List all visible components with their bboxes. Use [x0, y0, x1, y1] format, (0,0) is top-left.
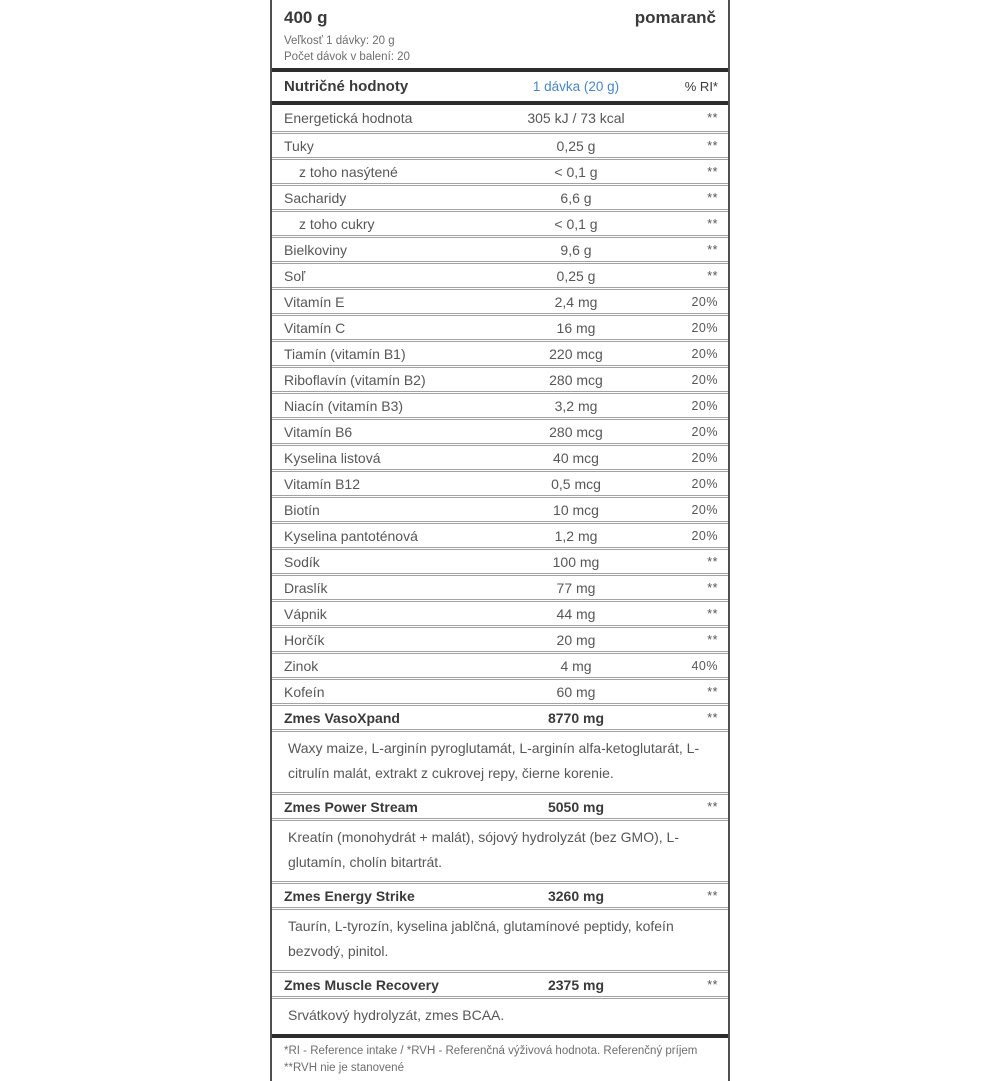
nutrient-name: Vitamín C [284, 319, 346, 336]
nutrition-row [272, 703, 728, 729]
nutrient-amount: < 0,1 g [554, 215, 598, 232]
nutrient-name: Riboflavín (vitamín B2) [284, 371, 426, 388]
nutrient-ri-percent: ** [707, 606, 718, 621]
nutrient-ri-percent: 20% [691, 502, 718, 517]
nutrient-amount: 10 mcg [553, 501, 599, 518]
nutrient-amount: 5050 mg [547, 798, 605, 815]
nutrient-amount: 305 kJ / 73 kcal [527, 110, 625, 126]
ingredient-description-row: Kreatín (monohydrát + malát), sójový hydrolyzát (bez GMO), L-glutamín, cholín bitartrát. [272, 818, 728, 881]
nutrient-ri-percent: ** [707, 138, 718, 153]
nutrition-row [272, 287, 728, 313]
nutrient-ri-percent: 20% [691, 372, 718, 387]
nutrition-row [272, 625, 728, 651]
nutrition-row [272, 677, 728, 703]
nutrient-name: z toho cukry [299, 215, 375, 232]
nutrient-name: Zinok [284, 657, 319, 674]
nutrient-name: Draslík [284, 579, 328, 596]
nutrient-name: Bielkoviny [284, 241, 348, 258]
nutrient-ri-percent: 20% [691, 320, 718, 335]
nutrient-ri-percent: 20% [691, 450, 718, 465]
nutrient-ri-percent: ** [707, 242, 718, 257]
nutrient-amount: 6,6 g [560, 189, 592, 206]
nutrition-row [272, 970, 728, 996]
nutrient-name: Tiamín (vitamín B1) [284, 345, 406, 362]
nutrient-name: Zmes Energy Strike [284, 887, 415, 904]
nutrient-ri-percent: ** [707, 554, 718, 569]
nutrition-row [272, 339, 728, 365]
nutrient-amount: 60 mg [556, 683, 596, 700]
nutrient-ri-percent: ** [707, 216, 718, 231]
nutrient-amount: 8770 mg [547, 709, 605, 726]
nutrition-row [272, 495, 728, 521]
nutrition-row [272, 105, 728, 131]
nutrition-row [272, 547, 728, 573]
nutrition-row [272, 235, 728, 261]
nutrition-row [272, 313, 728, 339]
nutrition-row [272, 157, 728, 183]
nutrition-row [272, 881, 728, 907]
nutrient-amount: 0,25 g [556, 267, 596, 284]
nutrient-amount: < 0,1 g [554, 163, 598, 180]
nutrition-row [272, 261, 728, 287]
nutrition-row [272, 469, 728, 495]
nutrient-amount: 1,2 mg [554, 527, 598, 544]
nutrient-ri-percent: ** [707, 710, 718, 725]
servings-per-package-text: Počet dávok v balení: 20 [284, 51, 410, 63]
nutrition-row [272, 209, 728, 235]
nutrient-name: Tuky [284, 137, 314, 154]
nutrient-ri-percent: ** [707, 580, 718, 595]
nutrient-ri-percent: ** [707, 799, 718, 814]
nutrient-name: Niacín (vitamín B3) [284, 397, 404, 414]
column-header-nutrients: Nutričné hodnoty [284, 78, 409, 95]
nutrition-row [272, 417, 728, 443]
nutrient-amount: 2,4 mg [554, 293, 598, 310]
nutrient-name: Zmes Muscle Recovery [284, 976, 439, 993]
nutrient-name: Vitamín B12 [284, 475, 361, 492]
nutrient-name: Kyselina listová [284, 449, 381, 466]
nutrient-ri-percent: 20% [691, 476, 718, 491]
nutrition-label [270, 0, 730, 1081]
footnotes [272, 1038, 728, 1081]
nutrient-amount: 9,6 g [560, 241, 592, 258]
nutrient-amount: 280 mcg [549, 371, 603, 388]
nutrient-name: Vitamín B6 [284, 423, 353, 440]
flavor-name: pomaranč [634, 8, 716, 27]
nutrient-ri-percent: ** [707, 164, 718, 179]
nutrient-name: Kofeín [284, 683, 325, 700]
nutrition-row [272, 651, 728, 677]
serving-size-text: Veľkosť 1 dávky: 20 g [284, 35, 395, 47]
column-header-serving: 1 dávka (20 g) [532, 79, 620, 94]
nutrient-amount: 3260 mg [547, 887, 605, 904]
nutrient-ri-percent: 20% [691, 346, 718, 361]
nutrient-amount: 44 mg [556, 605, 596, 622]
nutrient-name: Energetická hodnota [284, 110, 413, 126]
nutrient-amount: 280 mcg [549, 423, 603, 440]
package-weight: 400 g [284, 8, 328, 27]
nutrient-ri-percent: 40% [691, 658, 718, 673]
nutrient-name: Soľ [284, 267, 306, 284]
nutrition-row [272, 573, 728, 599]
nutrient-name: Vápnik [284, 605, 327, 622]
nutrient-amount: 0,5 mcg [551, 475, 601, 492]
nutrient-amount: 2375 mg [547, 976, 605, 993]
nutrient-ri-percent: ** [707, 977, 718, 992]
nutrition-rows [272, 105, 728, 1034]
nutrient-ri-percent: ** [707, 888, 718, 903]
nutrient-ri-percent: 20% [691, 294, 718, 309]
nutrient-name: Biotín [284, 501, 320, 518]
nutrient-name: Zmes Power Stream [284, 798, 418, 815]
nutrition-row [272, 792, 728, 818]
nutrient-ri-percent: 20% [691, 424, 718, 439]
footnote-rvh: **RVH nie je stanovené [284, 1062, 404, 1074]
nutrient-name: z toho nasýtené [299, 163, 398, 180]
nutrient-amount: 100 mg [552, 553, 600, 570]
footnote-ri: *RI - Reference intake / *RVH - Referenčná výživová hodnota. Referenčný príjem [284, 1045, 698, 1057]
nutrient-amount: 40 mcg [553, 449, 599, 466]
nutrient-name: Sacharidy [284, 189, 347, 206]
nutrient-ri-percent: ** [707, 190, 718, 205]
column-header-ri: % RI* [684, 79, 718, 94]
nutrient-name: Kyselina pantoténová [284, 527, 418, 544]
nutrition-row [272, 131, 728, 157]
nutrient-ri-percent: ** [707, 632, 718, 647]
nutrient-ri-percent: ** [707, 111, 718, 125]
ingredient-description-row: Taurín, L-tyrozín, kyselina jablčná, glutamínové peptidy, kofeín bezvodý, pinitol. [272, 907, 728, 970]
nutrient-name: Sodík [284, 553, 320, 570]
nutrition-row [272, 365, 728, 391]
nutrition-row [272, 443, 728, 469]
nutrient-ri-percent: 20% [691, 398, 718, 413]
nutrient-amount: 220 mcg [549, 345, 603, 362]
table-header-row [272, 72, 728, 101]
nutrient-name: Horčík [284, 631, 325, 648]
nutrient-amount: 0,25 g [556, 137, 596, 154]
nutrient-amount: 77 mg [556, 579, 596, 596]
nutrient-ri-percent: 20% [691, 528, 718, 543]
label-header [272, 0, 728, 68]
nutrient-amount: 3,2 mg [554, 397, 598, 414]
nutrient-amount: 20 mg [556, 631, 596, 648]
nutrient-name: Vitamín E [284, 293, 345, 310]
nutrition-row [272, 521, 728, 547]
nutrition-row [272, 391, 728, 417]
nutrient-name: Zmes VasoXpand [284, 709, 400, 726]
ingredient-description-row: Waxy maize, L-arginín pyroglutamát, L-arginín alfa-ketoglutarát, L-citrulín malát, extrakt z cukrovej repy, čierne korenie. [272, 729, 728, 792]
nutrient-ri-percent: ** [707, 268, 718, 283]
nutrient-amount: 4 mg [560, 657, 592, 674]
nutrition-row [272, 599, 728, 625]
ingredient-description-row: Srvátkový hydrolyzát, zmes BCAA. [272, 996, 728, 1034]
nutrient-ri-percent: ** [707, 684, 718, 699]
nutrition-row [272, 183, 728, 209]
nutrient-amount: 16 mg [556, 319, 596, 336]
